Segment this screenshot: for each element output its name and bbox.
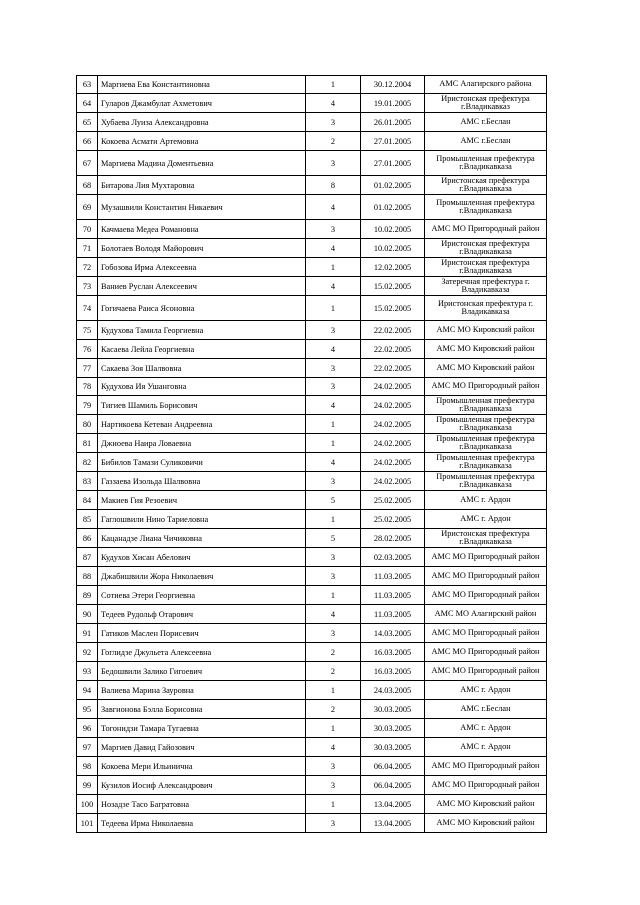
family-count-cell: 1 bbox=[306, 296, 361, 321]
organization-cell: АМС Алагирского района bbox=[425, 76, 547, 94]
person-name-cell: Бедошвили Залико Гигоевич bbox=[98, 662, 306, 681]
organization-cell: Промышленная префектура г.Владикавказа bbox=[425, 434, 547, 453]
date-cell: 16.03.2005 bbox=[361, 643, 425, 662]
person-name-cell: Гатиков Маслен Порисевич bbox=[98, 624, 306, 643]
person-name-cell: Гаглошвили Нино Тариеловна bbox=[98, 510, 306, 529]
family-count-cell: 1 bbox=[306, 681, 361, 700]
person-name-cell: Маргиева Мадина Доментьевна bbox=[98, 151, 306, 176]
person-name-cell: Сакаева Зоя Шалвовна bbox=[98, 359, 306, 378]
date-cell: 22.02.2005 bbox=[361, 321, 425, 340]
table-row bbox=[77, 151, 547, 176]
table-row bbox=[77, 624, 547, 643]
person-name-cell: Гобозова Ирма Алексеевна bbox=[98, 258, 306, 277]
person-name-cell: Кудухова Тамила Георгиевна bbox=[98, 321, 306, 340]
family-count-cell: 5 bbox=[306, 529, 361, 548]
family-count-cell: 2 bbox=[306, 662, 361, 681]
family-count-cell: 3 bbox=[306, 113, 361, 132]
table-row bbox=[77, 472, 547, 491]
row-number-cell: 93 bbox=[77, 662, 98, 681]
date-cell: 30.12.2004 bbox=[361, 76, 425, 94]
family-count-cell: 8 bbox=[306, 176, 361, 195]
date-cell: 12.02.2005 bbox=[361, 258, 425, 277]
table-row bbox=[77, 340, 547, 359]
person-name-cell: Музашвили Константин Никаевич bbox=[98, 195, 306, 220]
person-name-cell: Валиева Марина Зауровна bbox=[98, 681, 306, 700]
table-row bbox=[77, 529, 547, 548]
table-row bbox=[77, 132, 547, 151]
family-count-cell: 1 bbox=[306, 434, 361, 453]
table-row bbox=[77, 567, 547, 586]
person-name-cell: Ваниев Руслан Алексеевич bbox=[98, 277, 306, 296]
organization-cell: Иристонская префектура г.Владикавказа bbox=[425, 258, 547, 277]
date-cell: 15.02.2005 bbox=[361, 277, 425, 296]
person-name-cell: Тигиев Шамиль Борисович bbox=[98, 396, 306, 415]
family-count-cell: 1 bbox=[306, 415, 361, 434]
family-count-cell: 1 bbox=[306, 586, 361, 605]
person-name-cell: Касаева Лейла Георгиевна bbox=[98, 340, 306, 359]
family-count-cell: 1 bbox=[306, 795, 361, 814]
date-cell: 13.04.2005 bbox=[361, 814, 425, 833]
date-cell: 24.02.2005 bbox=[361, 434, 425, 453]
family-count-cell: 3 bbox=[306, 548, 361, 567]
family-count-cell: 3 bbox=[306, 814, 361, 833]
family-count-cell: 2 bbox=[306, 643, 361, 662]
table-row bbox=[77, 359, 547, 378]
person-name-cell: Болотаев Володя Майорович bbox=[98, 239, 306, 258]
person-name-cell: Хубаева Луиза Александровна bbox=[98, 113, 306, 132]
date-cell: 25.02.2005 bbox=[361, 510, 425, 529]
table-row bbox=[77, 643, 547, 662]
family-count-cell: 3 bbox=[306, 624, 361, 643]
table-row bbox=[77, 814, 547, 833]
person-name-cell: Гоглидзе Джульета Алексеевна bbox=[98, 643, 306, 662]
family-count-cell: 1 bbox=[306, 510, 361, 529]
family-count-cell: 5 bbox=[306, 491, 361, 510]
row-number-cell: 92 bbox=[77, 643, 98, 662]
family-count-cell: 3 bbox=[306, 151, 361, 176]
row-number-cell: 75 bbox=[77, 321, 98, 340]
date-cell: 01.02.2005 bbox=[361, 176, 425, 195]
organization-cell: АМС г. Ардон bbox=[425, 681, 547, 700]
table-body bbox=[77, 76, 547, 833]
row-number-cell: 88 bbox=[77, 567, 98, 586]
organization-cell: АМС г.Беслан bbox=[425, 700, 547, 719]
date-cell: 25.02.2005 bbox=[361, 491, 425, 510]
date-cell: 16.03.2005 bbox=[361, 662, 425, 681]
date-cell: 10.02.2005 bbox=[361, 239, 425, 258]
organization-cell: Иристонская префектура г.Владикавказа bbox=[425, 239, 547, 258]
person-name-cell: Кудухова Ия Ушанговна bbox=[98, 378, 306, 396]
row-number-cell: 89 bbox=[77, 586, 98, 605]
person-name-cell: Бибилов Тамази Суликовичи bbox=[98, 453, 306, 472]
date-cell: 30.03.2005 bbox=[361, 738, 425, 757]
date-cell: 22.02.2005 bbox=[361, 359, 425, 378]
family-count-cell: 1 bbox=[306, 719, 361, 738]
organization-cell: АМС МО Пригородный район bbox=[425, 378, 547, 396]
row-number-cell: 66 bbox=[77, 132, 98, 151]
date-cell: 24.03.2005 bbox=[361, 681, 425, 700]
date-cell: 30.03.2005 bbox=[361, 700, 425, 719]
row-number-cell: 83 bbox=[77, 472, 98, 491]
row-number-cell: 70 bbox=[77, 220, 98, 239]
family-count-cell: 4 bbox=[306, 340, 361, 359]
row-number-cell: 77 bbox=[77, 359, 98, 378]
family-count-cell: 4 bbox=[306, 738, 361, 757]
person-name-cell: Тедеева Ирма Николаевна bbox=[98, 814, 306, 833]
table-row bbox=[77, 113, 547, 132]
person-name-cell: Битарова Лия Мухтаровна bbox=[98, 176, 306, 195]
table-row bbox=[77, 239, 547, 258]
date-cell: 19.01.2005 bbox=[361, 94, 425, 113]
person-name-cell: Завгионова Бэлла Борисовна bbox=[98, 700, 306, 719]
date-cell: 24.02.2005 bbox=[361, 378, 425, 396]
row-number-cell: 82 bbox=[77, 453, 98, 472]
family-count-cell: 4 bbox=[306, 277, 361, 296]
row-number-cell: 71 bbox=[77, 239, 98, 258]
person-name-cell: Сотиева Этери Георгиевна bbox=[98, 586, 306, 605]
row-number-cell: 96 bbox=[77, 719, 98, 738]
family-count-cell: 2 bbox=[306, 700, 361, 719]
residents-table bbox=[76, 75, 547, 833]
family-count-cell: 1 bbox=[306, 76, 361, 94]
date-cell: 24.02.2005 bbox=[361, 415, 425, 434]
person-name-cell: Макиев Гия Резоевич bbox=[98, 491, 306, 510]
table-row bbox=[77, 195, 547, 220]
person-name-cell: Качмаева Медеа Романовна bbox=[98, 220, 306, 239]
date-cell: 13.04.2005 bbox=[361, 795, 425, 814]
table-row bbox=[77, 434, 547, 453]
row-number-cell: 80 bbox=[77, 415, 98, 434]
person-name-cell: Газзаева Изольда Шалвовна bbox=[98, 472, 306, 491]
table-row bbox=[77, 76, 547, 94]
row-number-cell: 94 bbox=[77, 681, 98, 700]
row-number-cell: 95 bbox=[77, 700, 98, 719]
row-number-cell: 63 bbox=[77, 76, 98, 94]
person-name-cell: Кудухов Хисан Абелович bbox=[98, 548, 306, 567]
family-count-cell: 1 bbox=[306, 258, 361, 277]
organization-cell: Иристонская префектура г.Владикавказ bbox=[425, 94, 547, 113]
family-count-cell: 3 bbox=[306, 567, 361, 586]
date-cell: 10.02.2005 bbox=[361, 220, 425, 239]
table-row bbox=[77, 258, 547, 277]
date-cell: 28.02.2005 bbox=[361, 529, 425, 548]
table-row bbox=[77, 415, 547, 434]
table-row bbox=[77, 510, 547, 529]
organization-cell: АМС МО Пригородный район bbox=[425, 643, 547, 662]
family-count-cell: 4 bbox=[306, 94, 361, 113]
table-row bbox=[77, 378, 547, 396]
date-cell: 11.03.2005 bbox=[361, 605, 425, 624]
organization-cell: Промышленная префектура г.Владикавказа bbox=[425, 151, 547, 176]
organization-cell: АМС МО Кировский район bbox=[425, 814, 547, 833]
organization-cell: Иристонская префектура г.Владикавказа bbox=[425, 176, 547, 195]
person-name-cell: Тогонидзи Тамара Тугаевна bbox=[98, 719, 306, 738]
date-cell: 27.01.2005 bbox=[361, 151, 425, 176]
date-cell: 02.03.2005 bbox=[361, 548, 425, 567]
date-cell: 27.01.2005 bbox=[361, 132, 425, 151]
table-row bbox=[77, 681, 547, 700]
organization-cell: Иристонская префектура г. Владикавказа bbox=[425, 296, 547, 321]
person-name-cell: Маргиева Ева Константиновна bbox=[98, 76, 306, 94]
row-number-cell: 72 bbox=[77, 258, 98, 277]
table-row bbox=[77, 700, 547, 719]
row-number-cell: 73 bbox=[77, 277, 98, 296]
table-row bbox=[77, 321, 547, 340]
organization-cell: АМС МО Пригородный район bbox=[425, 624, 547, 643]
date-cell: 01.02.2005 bbox=[361, 195, 425, 220]
row-number-cell: 78 bbox=[77, 378, 98, 396]
organization-cell: Иристонская префектура г.Владикавказа bbox=[425, 529, 547, 548]
organization-cell: АМС г. Ардон bbox=[425, 510, 547, 529]
row-number-cell: 87 bbox=[77, 548, 98, 567]
family-count-cell: 3 bbox=[306, 321, 361, 340]
row-number-cell: 76 bbox=[77, 340, 98, 359]
person-name-cell: Джиоева Наира Ловаевна bbox=[98, 434, 306, 453]
organization-cell: АМС МО Пригородный район bbox=[425, 548, 547, 567]
organization-cell: АМС МО Пригородный район bbox=[425, 662, 547, 681]
family-count-cell: 3 bbox=[306, 472, 361, 491]
row-number-cell: 79 bbox=[77, 396, 98, 415]
family-count-cell: 4 bbox=[306, 453, 361, 472]
row-number-cell: 99 bbox=[77, 776, 98, 795]
table-row bbox=[77, 296, 547, 321]
person-name-cell: Кацанадзе Лиана Чичиковна bbox=[98, 529, 306, 548]
person-name-cell: Нозадзе Тасо Багратовна bbox=[98, 795, 306, 814]
table-row bbox=[77, 662, 547, 681]
row-number-cell: 85 bbox=[77, 510, 98, 529]
date-cell: 15.02.2005 bbox=[361, 296, 425, 321]
organization-cell: Промышленная префектура г.Владикавказа bbox=[425, 195, 547, 220]
person-name-cell: Кокоева Мери Ильинична bbox=[98, 757, 306, 776]
organization-cell: Промышленная префектура г.Владикавказа bbox=[425, 415, 547, 434]
person-name-cell: Кузилов Иосиф Александрович bbox=[98, 776, 306, 795]
row-number-cell: 68 bbox=[77, 176, 98, 195]
family-count-cell: 3 bbox=[306, 378, 361, 396]
table-row bbox=[77, 453, 547, 472]
person-name-cell: Кокоева Асмати Артемовна bbox=[98, 132, 306, 151]
row-number-cell: 81 bbox=[77, 434, 98, 453]
table-row bbox=[77, 548, 547, 567]
person-name-cell: Гуларов Джамбулат Ахметович bbox=[98, 94, 306, 113]
person-name-cell: Нартикоева Кетеван Андреевна bbox=[98, 415, 306, 434]
row-number-cell: 100 bbox=[77, 795, 98, 814]
date-cell: 06.04.2005 bbox=[361, 776, 425, 795]
date-cell: 30.03.2005 bbox=[361, 719, 425, 738]
row-number-cell: 90 bbox=[77, 605, 98, 624]
family-count-cell: 3 bbox=[306, 220, 361, 239]
organization-cell: АМС г.Беслан bbox=[425, 132, 547, 151]
organization-cell: АМС МО Пригородный район bbox=[425, 220, 547, 239]
date-cell: 14.03.2005 bbox=[361, 624, 425, 643]
organization-cell: АМС МО Кировский район bbox=[425, 795, 547, 814]
person-name-cell: Джабишвили Жора Николаевич bbox=[98, 567, 306, 586]
table-row bbox=[77, 757, 547, 776]
date-cell: 24.02.2005 bbox=[361, 472, 425, 491]
date-cell: 26.01.2005 bbox=[361, 113, 425, 132]
family-count-cell: 2 bbox=[306, 132, 361, 151]
organization-cell: АМС МО Кировский район bbox=[425, 340, 547, 359]
date-cell: 24.02.2005 bbox=[361, 396, 425, 415]
person-name-cell: Маргиев Давид Гайозович bbox=[98, 738, 306, 757]
organization-cell: АМС МО Пригородный район bbox=[425, 776, 547, 795]
date-cell: 11.03.2005 bbox=[361, 586, 425, 605]
table-row bbox=[77, 776, 547, 795]
table-row bbox=[77, 396, 547, 415]
date-cell: 22.02.2005 bbox=[361, 340, 425, 359]
organization-cell: АМС МО Кировский район bbox=[425, 359, 547, 378]
row-number-cell: 86 bbox=[77, 529, 98, 548]
table-row bbox=[77, 586, 547, 605]
organization-cell: АМС г. Ардон bbox=[425, 491, 547, 510]
row-number-cell: 64 bbox=[77, 94, 98, 113]
family-count-cell: 4 bbox=[306, 239, 361, 258]
date-cell: 11.03.2005 bbox=[361, 567, 425, 586]
family-count-cell: 4 bbox=[306, 195, 361, 220]
organization-cell: АМС г. Ардон bbox=[425, 738, 547, 757]
organization-cell: Промышленная префектура г.Владикавказа bbox=[425, 453, 547, 472]
row-number-cell: 101 bbox=[77, 814, 98, 833]
family-count-cell: 4 bbox=[306, 605, 361, 624]
organization-cell: АМС МО Кировский район bbox=[425, 321, 547, 340]
organization-cell: АМС г.Беслан bbox=[425, 113, 547, 132]
row-number-cell: 91 bbox=[77, 624, 98, 643]
organization-cell: АМС МО Пригородный район bbox=[425, 757, 547, 776]
table-row bbox=[77, 719, 547, 738]
document-page bbox=[76, 75, 546, 833]
row-number-cell: 74 bbox=[77, 296, 98, 321]
table-row bbox=[77, 738, 547, 757]
person-name-cell: Тедеев Рудольф Отарович bbox=[98, 605, 306, 624]
organization-cell: АМС МО Алагирский район bbox=[425, 605, 547, 624]
family-count-cell: 4 bbox=[306, 396, 361, 415]
table-row bbox=[77, 795, 547, 814]
date-cell: 06.04.2005 bbox=[361, 757, 425, 776]
table-row bbox=[77, 94, 547, 113]
person-name-cell: Гогичаева Раиса Ясоновна bbox=[98, 296, 306, 321]
organization-cell: Затеречная префектура г. Владикавказа bbox=[425, 277, 547, 296]
family-count-cell: 3 bbox=[306, 757, 361, 776]
date-cell: 24.02.2005 bbox=[361, 453, 425, 472]
row-number-cell: 69 bbox=[77, 195, 98, 220]
table-row bbox=[77, 605, 547, 624]
row-number-cell: 65 bbox=[77, 113, 98, 132]
table-row bbox=[77, 220, 547, 239]
organization-cell: АМС МО Пригородный район bbox=[425, 567, 547, 586]
table-row bbox=[77, 491, 547, 510]
family-count-cell: 3 bbox=[306, 776, 361, 795]
row-number-cell: 97 bbox=[77, 738, 98, 757]
table-row bbox=[77, 277, 547, 296]
table-row bbox=[77, 176, 547, 195]
row-number-cell: 67 bbox=[77, 151, 98, 176]
organization-cell: Промышленная префектура г.Владикавказа bbox=[425, 472, 547, 491]
organization-cell: АМС МО Пригородный район bbox=[425, 586, 547, 605]
row-number-cell: 84 bbox=[77, 491, 98, 510]
organization-cell: АМС г. Ардон bbox=[425, 719, 547, 738]
family-count-cell: 3 bbox=[306, 359, 361, 378]
row-number-cell: 98 bbox=[77, 757, 98, 776]
organization-cell: Промышленная префектура г.Владикавказа bbox=[425, 396, 547, 415]
